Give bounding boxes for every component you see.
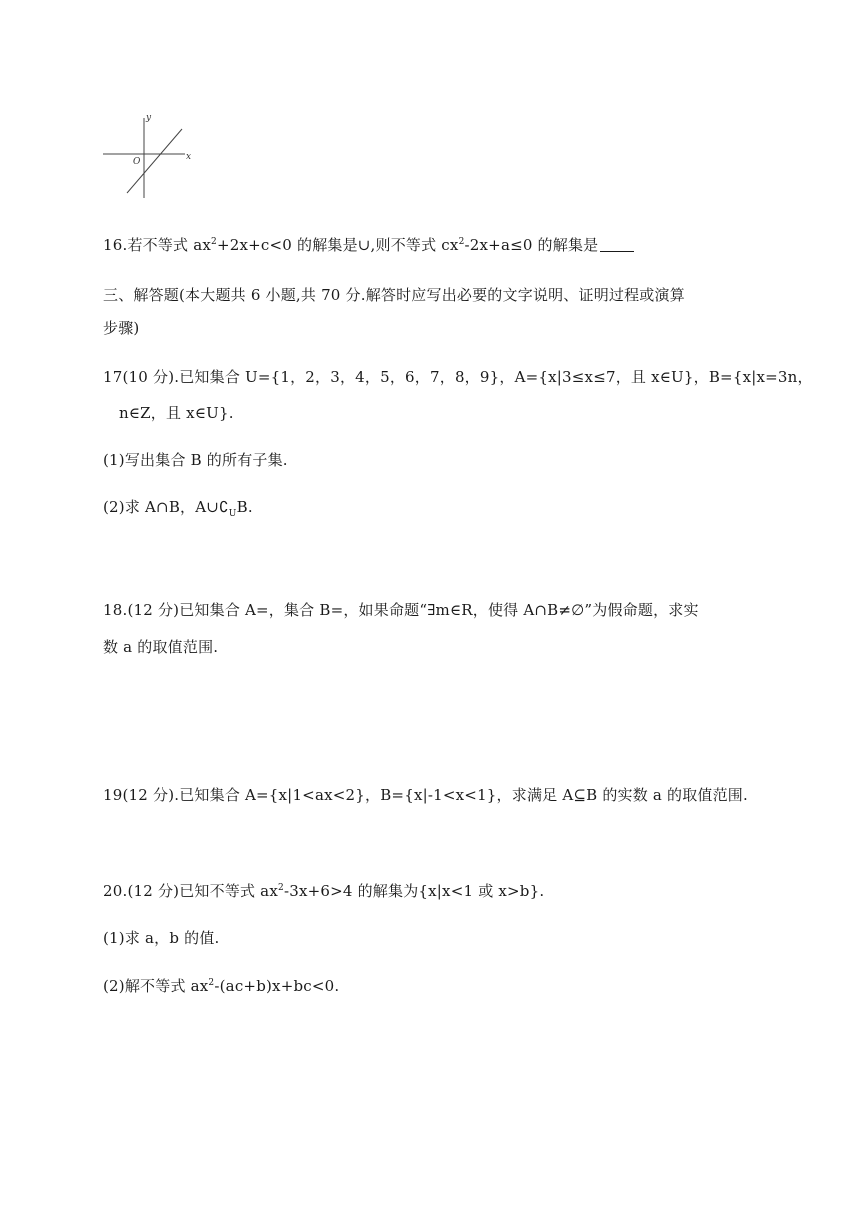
x-axis-label: x <box>186 152 192 162</box>
question-17-part2 <box>103 497 253 524</box>
question-18-line1: 18.(12 分)已知集合 A=，集合 B=，如果命题“∃m∈R，使得 A∩B≠∅”为假命题，求实 <box>103 601 699 619</box>
q20-suffix: -3x+6>4 的解集为{x|x<1 或 x>b}. <box>283 882 545 900</box>
q16-mid: +2x+c<0 的解集是∪,则不等式 cx <box>216 236 459 254</box>
question-19: 19(12 分).已知集合 A={x|1<ax<2}，B={x|-1<x<1}，求满足 A⊆B 的实数 a 的取值范围. <box>103 786 748 804</box>
linear-function-graph <box>100 108 196 200</box>
answer-blank <box>600 237 634 252</box>
origin-label: O <box>133 157 141 167</box>
q17-part2-end: B. <box>236 498 253 516</box>
q16-sup1: 2 <box>211 237 217 247</box>
q16-sup2: 2 <box>458 237 465 247</box>
y-axis-label: y <box>146 113 152 123</box>
question-20-line1 <box>103 881 544 901</box>
question-20-part2 <box>103 976 339 996</box>
q20-part2-prefix: (2)解不等式 ax <box>103 977 209 995</box>
q20-sup: 2 <box>278 883 284 893</box>
section-3-heading-line1: 三、解答题(本大题共 6 小题,共 70 分.解答时应写出必要的文字说明、证明过程或演算 <box>103 286 685 304</box>
q20-part2-suffix: -(ac+b)x+bc<0. <box>214 977 340 995</box>
question-17-part1: (1)写出集合 B 的所有子集. <box>103 451 288 469</box>
complement-subscript: U <box>228 509 237 519</box>
question-20-part1: (1)求 a，b 的值. <box>103 929 220 947</box>
q16-prefix: 16.若不等式 ax <box>103 236 212 254</box>
section-3-heading-line2: 步骤) <box>103 319 140 337</box>
q20-prefix: 20.(12 分)已知不等式 ax <box>103 882 278 900</box>
q20-part2-sup: 2 <box>208 978 215 988</box>
question-16 <box>103 235 634 255</box>
question-17-line1: 17(10 分).已知集合 U={1，2，3，4，5，6，7，8，9}，A={x|3≤x≤7，且 x∈U}，B={x|x=3n， <box>103 368 813 386</box>
question-18-line2: 数 a 的取值范围. <box>103 638 219 656</box>
q17-part2-text: (2)求 A∩B，A∪∁ <box>103 498 229 516</box>
q16-suffix: -2x+a≤0 的解集是 <box>464 236 599 254</box>
question-17-line2: n∈Z，且 x∈U}. <box>119 404 234 422</box>
